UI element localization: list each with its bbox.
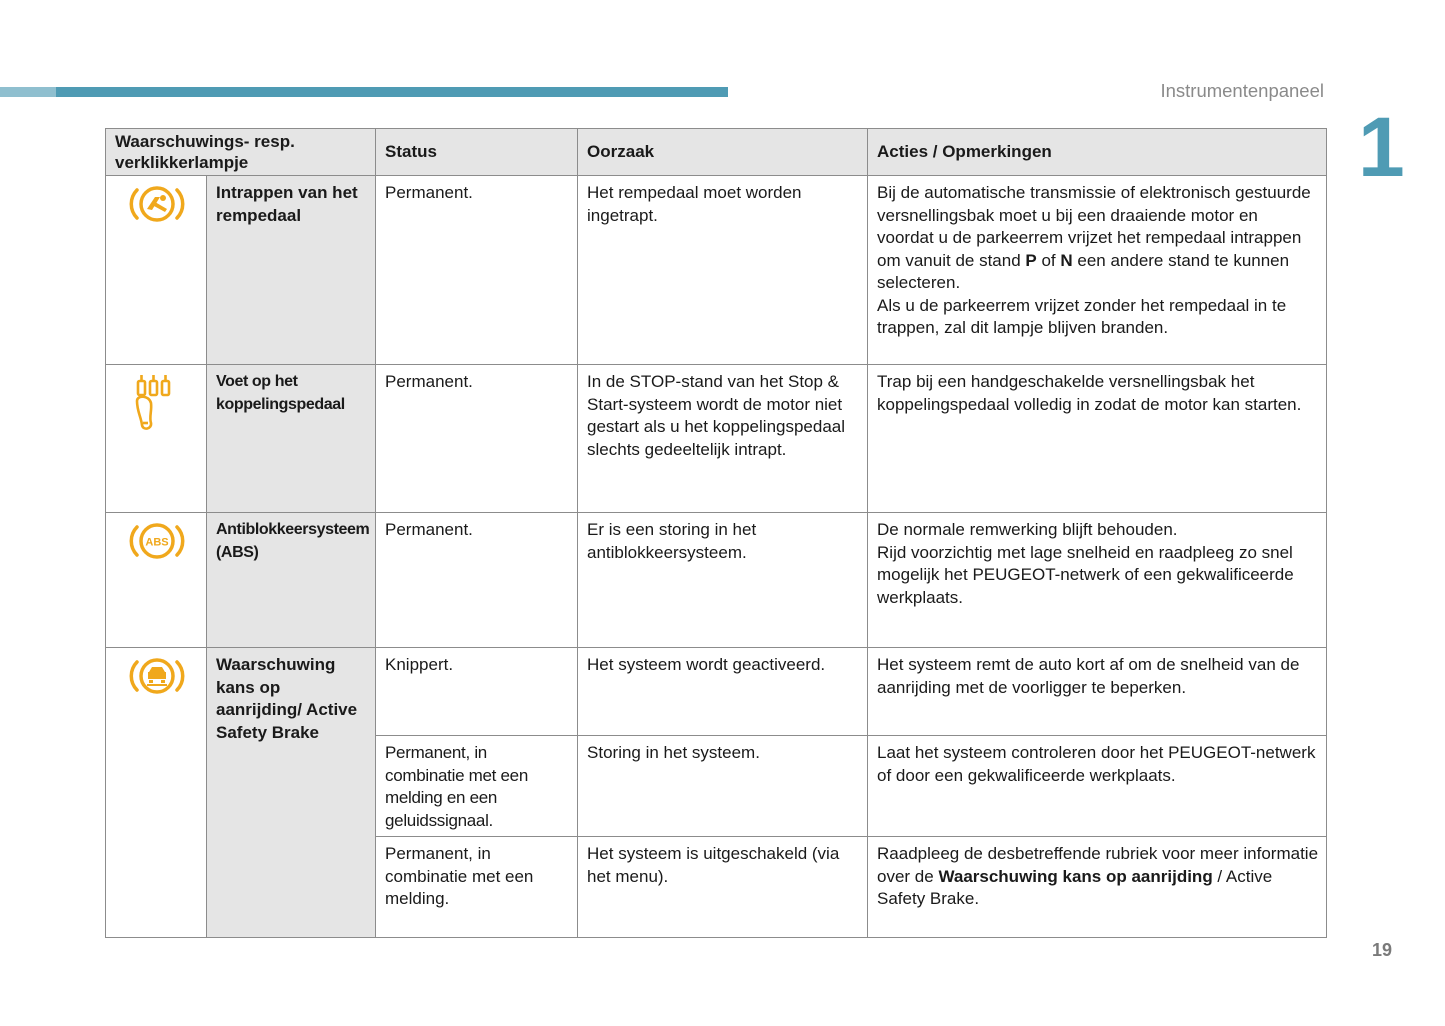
action-cell: Laat het systeem controleren door het PEUGEOT-netwerk of door een gekwalificeerde werkplaats. — [868, 736, 1327, 837]
foot-on-clutch-icon — [115, 371, 198, 433]
icon-cell — [106, 365, 207, 513]
status-cell: Knippert. — [376, 648, 578, 736]
cause-cell: Het systeem wordt geactiveerd. — [578, 648, 868, 736]
action-cell: Het systeem remt de auto kort af om de snelheid van de aanrijding met de voorligger te beperken. — [868, 648, 1327, 736]
icon-cell — [106, 513, 207, 648]
header-cause: Oorzaak — [578, 129, 868, 176]
lamp-name: Waarschuwing kans op aanrijding/ Active Safety Brake — [207, 648, 376, 938]
cause-cell: Het rempedaal moet worden ingetrapt. — [578, 176, 868, 365]
cause-cell: Het systeem is uitgeschakeld (via het menu). — [578, 837, 868, 938]
header-lamp: Waarschuwings- resp. verklikkerlampje — [106, 129, 376, 176]
status-cell: Permanent. — [376, 176, 578, 365]
lamp-name: Intrappen van het rempedaal — [207, 176, 376, 365]
cause-cell: Er is een storing in het antiblokkeersysteem. — [578, 513, 868, 648]
table-row — [106, 648, 1327, 736]
table-row — [106, 176, 1327, 365]
action-cell: De normale remwerking blijft behouden. Rijd voorzichtig met lage snelheid en raadpleeg zo snel mogelijk het PEUGEOT-netwerk of een gekwalificeerde werkplaats. — [868, 513, 1327, 648]
warning-lamps-table — [105, 128, 1327, 938]
icon-cell — [106, 176, 207, 365]
lamp-name: Antiblokkeersysteem (ABS) — [207, 513, 376, 648]
action-cell: Trap bij een handgeschakelde versnellingsbak het koppelingspedaal volledig in zodat de motor kan starten. — [868, 365, 1327, 513]
header-actions: Acties / Opmerkingen — [868, 129, 1327, 176]
collision-risk-icon — [115, 654, 198, 698]
cause-cell: Storing in het systeem. — [578, 736, 868, 837]
page-number: 19 — [1372, 940, 1393, 960]
table-header-row — [106, 129, 1327, 176]
status-cell: Permanent, in combinatie met een melding. — [376, 837, 578, 938]
action-cell: Raadpleeg de desbetreffende rubriek voor meer informatie over de Waarschuwing kans op aanrijding / Active Safety Brake. — [868, 837, 1327, 938]
section-title: Instrumentenpaneel — [1160, 80, 1324, 101]
table-row — [106, 365, 1327, 513]
header-status: Status — [376, 129, 578, 176]
icon-cell — [106, 648, 207, 938]
status-cell: Permanent. — [376, 365, 578, 513]
table-row — [106, 513, 1327, 648]
abs-icon-label: ABS — [144, 536, 169, 549]
lamp-name: Voet op het koppelingspedaal — [207, 365, 376, 513]
chapter-number: 1 — [1358, 100, 1405, 194]
brake-pedal-warning-icon — [115, 182, 198, 226]
header-accent-bar — [0, 87, 728, 97]
abs-warning-icon — [115, 519, 198, 563]
status-cell: Permanent, in combinatie met een melding en een geluidssignaal. — [376, 736, 578, 837]
status-cell: Permanent. — [376, 513, 578, 648]
cause-cell: In de STOP-stand van het Stop & Start-systeem wordt de motor niet gestart als u het koppelingspedaal slechts gedeeltelijk intrapt. — [578, 365, 868, 513]
action-cell: Bij de automatische transmissie of elektronisch gestuurde versnellingsbak moet u bij een draaiende motor en voordat u de parkeerrem vrijzet het rempedaal intrappen om vanuit de stand P of N een andere stand te kunnen selecteren. Als u de parkeerrem vrijzet zonder het rempedaal in te trappen, zal dit lampje blijven branden. — [868, 176, 1327, 365]
